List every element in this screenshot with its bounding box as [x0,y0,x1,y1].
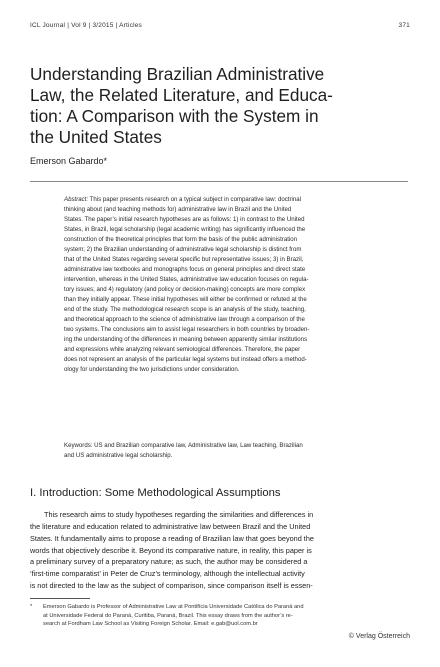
abstract-line: ing the understanding of the differences in meaning between apparently similar institutions [64,336,308,343]
abstract-line: and theoretical approach to the science of administrative law through a comparison of the [64,316,305,323]
keywords [64,441,380,461]
title-line: the United States [30,127,162,147]
section-paragraph [30,509,410,592]
abstract-line: that of the United States regarding several specific but representative issues; 3) in Brazil, [64,256,304,263]
journal-info: ICL Journal | Vol 9 | 3/2015 | Articles [30,22,142,29]
footnote-line: at Universidade Federal do Paraná, Curitiba, Paraná, Brazil. This essay draws from the author’s re- [43,612,293,619]
keywords-line: and US administrative legal scholarship. [64,452,173,459]
paragraph-line: ‘first-time comparatist’ in Peter de Cruz’s terminology, although the intellectual activity [30,569,305,579]
abstract-line: than they initially appear. These initial hypotheses will either be confirmed or refuted at the [64,296,307,303]
abstract-line: system; 2) the Brazilian understanding of administrative legal scholarship is distinct from [64,246,302,253]
abstract-line: thinking about (and teaching methods for) administrative law in Brazil and the United [64,206,292,213]
abstract-first-line-text: This paper presents research on a typical subject in comparative law: doctrinal [88,196,301,203]
abstract-line: two systems. The conclusions aim to assist legal researchers in both countries by broaden- [64,326,310,333]
title-line: tion: A Comparison with the System in [30,106,319,126]
title-line: Understanding Brazilian Administrative [30,64,325,84]
abstract-label: Abstract: [64,196,89,203]
paragraph-line: words that objectively describe it. Beyond its comparative nature, in reality, this paper is [30,545,312,555]
abstract-line: does not represent an analysis of the particular legal systems but instead offers a method- [64,356,307,363]
title-divider [30,181,408,182]
abstract-line: States, in Brazil, legal scholarship (legal academic writing) has significantly influenced the [64,226,306,233]
keywords-label: Keywords: [64,442,93,449]
running-header [30,22,410,29]
footnote-mark: * [30,604,33,610]
publisher-credit [349,633,410,640]
keywords-line [64,441,380,451]
copyright-icon: © [348,633,354,640]
paragraph-line: States. It fundamentally aims to propose a reading of Brazilian law that goes beyond the [30,533,314,543]
paragraph-line: a preliminary survey of a preparatory nature; as such, the author may be considered a [30,557,308,567]
title-line: Law, the Related Literature, and Educa- [30,85,333,105]
author-footnote [30,603,410,629]
footnote-line: search at Fordham Law School as Visiting Foreign Scholar. Email: e.gab@uol.com.br [43,621,258,628]
footnote-text [43,603,410,629]
page-number: 371 [398,22,410,29]
abstract-line: ology for understanding the two jurisdictions under consideration. [64,366,240,373]
abstract [64,195,380,375]
abstract-line: intervention, whereas in the United States, administrative law education focuses on regula- [64,276,309,283]
paragraph-line: is not directed to the law as the subject of comparison, since comparison itself is essen- [30,581,313,591]
abstract-line: and expressions while analyzing relevant semiological differences. Therefore, the paper [64,346,301,353]
paragraph-line: This research aims to study hypotheses regarding the similarities and differences in [44,510,314,519]
abstract-line: States. The paper’s initial research hypotheses are as follows: 1) in contrast to the United [64,216,305,223]
author-name: Emerson Gabardo* [30,156,108,166]
abstract-line: tory issues; and 4) regulatory (and policy or decision-making) concepts are more complex [64,286,306,293]
footnote-rule [30,598,90,599]
keywords-first-line-text: US and Brazilian comparative law, Administrative law, Law teaching, Brazilian [92,442,303,449]
abstract-line [64,195,380,205]
abstract-line: end of the study. The methodological research scope is an analysis of the study, teaching, [64,306,306,313]
section-heading: I. Introduction: Some Methodological Assumptions [30,487,281,499]
abstract-line: construction of the theoretical principles that form the basis of the public administration [64,236,298,243]
publisher-name: Verlag Österreich [355,633,410,640]
abstract-line: administrative law textbooks and monographs focus on general principles and direct state [64,266,306,273]
paragraph-line: the literature and education related to administrative law between Brazil and the United [30,521,311,531]
footnote-line: Emerson Gabardo is Professor of Administrative Law at Pontifícia Universidade Católica do Paraná and [43,604,304,610]
article-title [30,64,415,148]
